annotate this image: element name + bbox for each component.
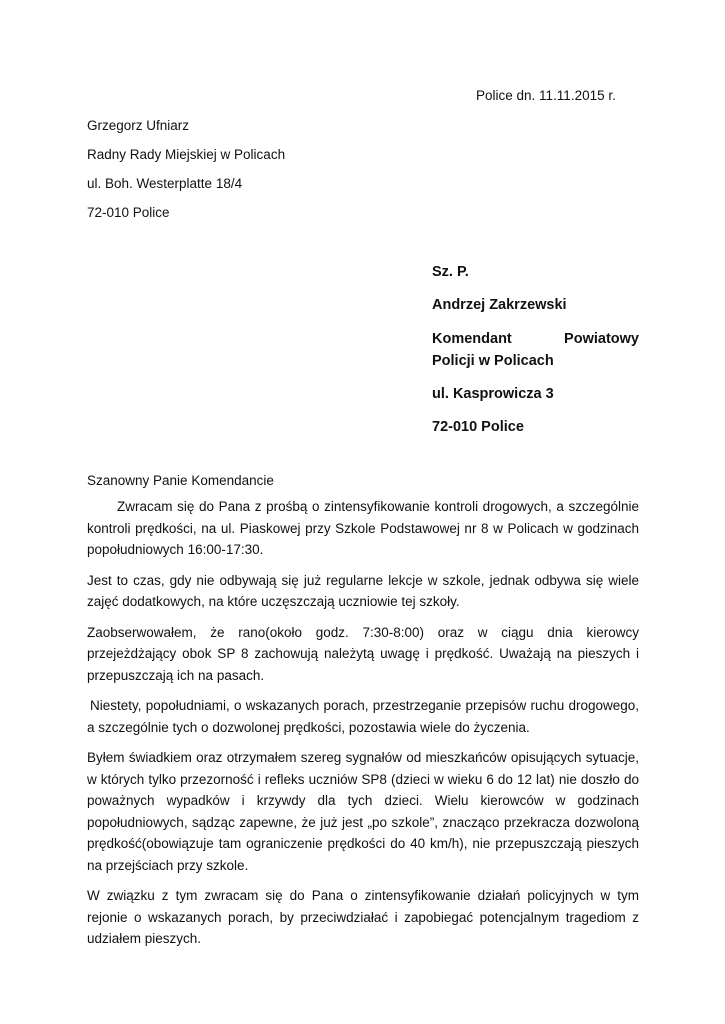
paragraph: Niestety, popołudniami, o wskazanych porach, przestrzeganie przepisów ruchu drogowego, a szczególnie tych o dozwolonej prędkości, pozostawia wiele do życzenia.: [87, 698, 639, 735]
paragraph: Zwracam się do Pana z prośbą o zintensyfikowanie kontroli drogowych, a szczególnie kontroli prędkości, na ul. Piaskowej przy Szkole Podstawowej nr 8 w Policach w godzinach popołudniowych 16:00-17:30.: [87, 499, 639, 557]
sender-title: Radny Rady Miejskiej w Policach: [87, 147, 286, 162]
paragraph: W związku z tym zwracam się do Pana o zintensyfikowanie działań policyjnych w tym rejonie o wskazanych porach, by przeciwdziałać i zapobiegać potencjalnym tragediom z udziałem pieszych.: [87, 888, 639, 946]
date-line: Police dn. 11.11.2015 r.: [476, 88, 616, 103]
recipient-block: [432, 262, 639, 450]
sender-street: ul. Boh. Westerplatte 18/4: [87, 176, 243, 191]
sender-block: [87, 117, 387, 233]
recipient-city: 72-010 Police: [432, 419, 524, 435]
sender-name: Grzegorz Ufniarz: [87, 118, 190, 133]
recipient-name: Andrzej Zakrzewski: [432, 297, 567, 313]
paragraph: Byłem świadkiem oraz otrzymałem szereg sygnałów od mieszkańców opisujących sytuacje, w których tylko przezorność i refleks uczniów SP8 (dzieci w wieku 6 do 12 lat) nie doszło do poważnych wypadków i krzywdy dla tych dzieci. Wielu kierowców w godzinach popołudniowych, sądząc zapewne, że już jest „po szkole”, znacząco przekracza dozwoloną prędkość(obowiązuje tam ograniczenie prędkości do 40 km/h), nie przepuszczają pieszych na przejściach przy szkole.: [87, 750, 639, 873]
recipient-salutation: Sz. P.: [432, 264, 469, 280]
letter-body: [87, 471, 639, 959]
recipient-street: ul. Kasprowicza 3: [432, 386, 554, 402]
letter-salutation: Szanowny Panie Komendancie: [87, 473, 274, 488]
paragraph: Jest to czas, gdy nie odbywają się już regularne lekcje w szkole, jednak odbywa się wiele zajęć dodatkowych, na które uczęszczają uczniowie tej szkoły.: [87, 572, 639, 609]
sender-city: 72-010 Police: [87, 205, 170, 220]
recipient-unit: Policji w Policach: [432, 353, 554, 369]
paragraph: Zaobserwowałem, że rano(około godz. 7:30-8:00) oraz w ciągu dnia kierowcy przejeżdżający obok SP 8 zachowują należytą uwagę i prędkość. Uważają na pieszych i przepuszczają ich na pasach.: [87, 624, 639, 683]
recipient-position: Komendant Powiatowy: [432, 331, 639, 347]
